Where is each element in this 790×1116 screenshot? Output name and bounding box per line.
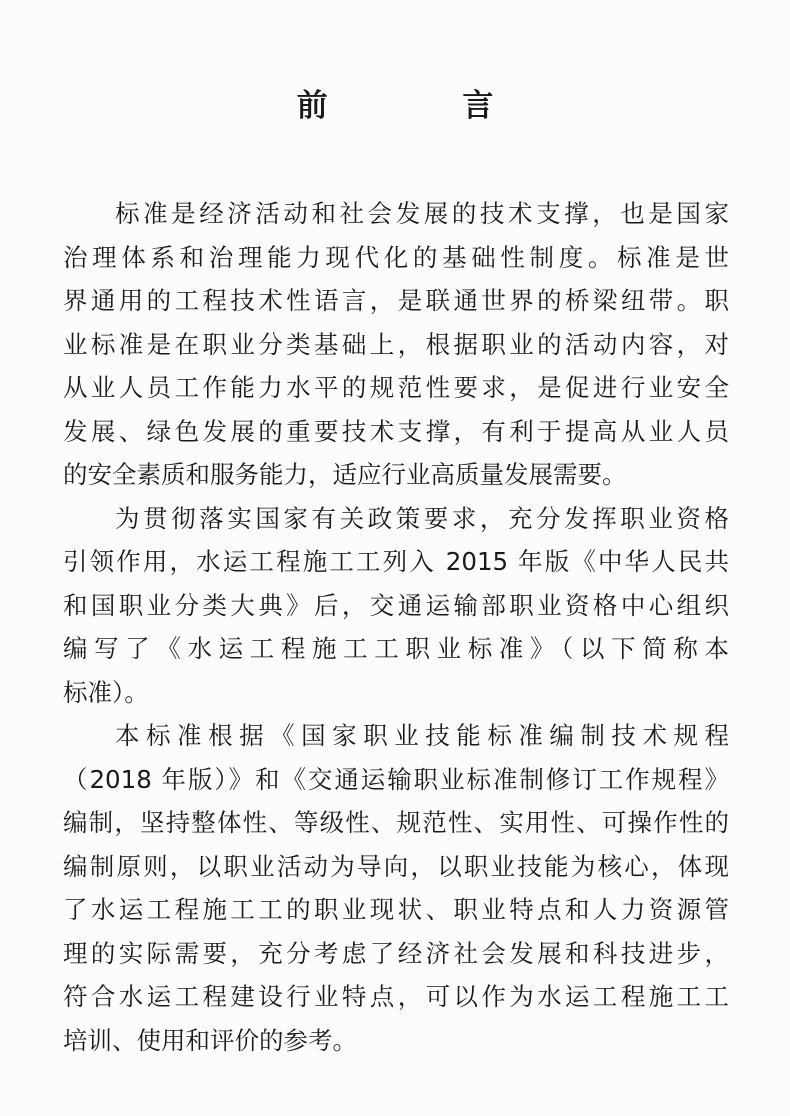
- text-line: 本标准根据《国家职业技能标准编制技术规程: [115, 721, 729, 750]
- text-line: 从业人员工作能力水平的规范性要求，是促进行业安全: [63, 373, 729, 402]
- preface-body: [63, 192, 729, 1062]
- text-line: 发展、绿色发展的重要技术支撑，有利于提高从业人员: [63, 416, 729, 446]
- text-line: 理的实际需要，充分考虑了经济社会发展和科技进步，: [63, 938, 729, 968]
- text-line: 和国职业分类大典》后，交通运输部职业资格中心组织: [63, 590, 729, 620]
- text-line: 引领作用，水运工程施工工列入 2015 年版《中华人民共: [63, 547, 729, 576]
- text-line: 为贯彻落实国家有关政策要求，充分发挥职业资格: [115, 503, 729, 533]
- text-line: 界通用的工程技术性语言，是联通世界的桥梁纽带。职: [63, 286, 729, 315]
- text-line: 标准）。: [63, 677, 149, 707]
- page-title: 前 言: [296, 88, 556, 124]
- text-line: 符合水运工程建设行业特点，可以作为水运工程施工工: [63, 982, 729, 1011]
- paragraph-2: [63, 497, 729, 715]
- text-line: 标准是经济活动和社会发展的技术支撑，也是国家: [115, 199, 729, 228]
- paragraph-1: [63, 192, 729, 497]
- text-line: 编写了《水运工程施工工职业标准》（以下简称本: [63, 634, 729, 663]
- text-line: 培训、使用和评价的参考。: [63, 1025, 357, 1055]
- text-line: 了水运工程施工工的职业现状、职业特点和人力资源管: [63, 895, 729, 924]
- text-line: 业标准是在职业分类基础上，根据职业的活动内容，对: [63, 329, 729, 359]
- paragraph-3: [63, 714, 729, 1062]
- text-line: （2018 年版）》和《交通运输职业标准制修订工作规程》: [63, 764, 729, 794]
- text-line: 治理体系和治理能力现代化的基础性制度。标准是世: [63, 242, 729, 272]
- text-line: 编制，坚持整体性、等级性、规范性、实用性、可操作性的: [63, 808, 729, 837]
- text-line: 编制原则，以职业活动为导向，以职业技能为核心，体现: [63, 851, 729, 881]
- text-line: 的安全素质和服务能力，适应行业高质量发展需要。: [63, 460, 627, 489]
